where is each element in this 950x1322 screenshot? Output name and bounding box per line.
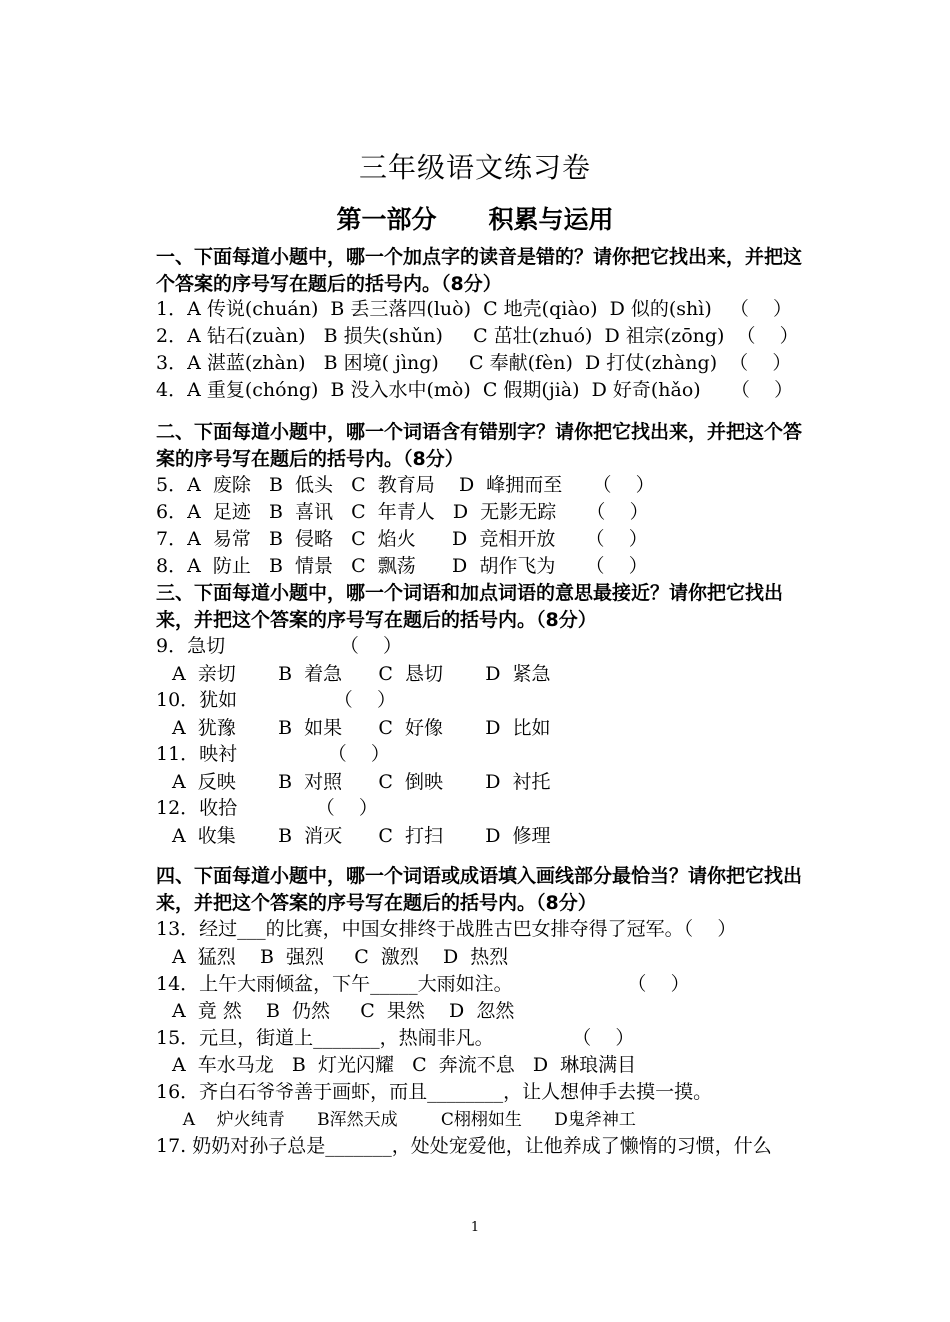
section-2-heading: 二、下面每道小题中，哪一个词语含有错别字？请你把它找出来，并把这个答案的序号写在题后的括号内。（8分） [156, 421, 803, 470]
section-3-heading: 三、下面每道小题中，哪一个词语和加点词语的意思最接近？请你把它找出来，并把这个答案的序号写在题后的括号内。（8分） [156, 582, 784, 631]
page-number: 1 [470, 1220, 480, 1235]
question-14-options: A 竟 然 B 仍然 C 果然 D 忽然 [172, 1000, 515, 1022]
question-11-options: A 反映 B 对照 C 倒映 D 衬托 [172, 771, 551, 793]
question-6: 6．A 足迹 B 喜讯 C 年青人 D 无影无踪 （ ） [156, 501, 649, 523]
question-9-options: A 亲切 B 着急 C 恳切 D 紧急 [172, 663, 551, 685]
question-13-options: A 猛烈 B 强烈 C 激烈 D 热烈 [172, 946, 509, 968]
question-1: 1．A 传说(chuán) B 丢三落四(luò) C 地壳(qiào) D 似的(shì) （ ） [156, 298, 793, 320]
question-9: 9．急切 （ ） [156, 635, 402, 657]
question-7: 7．A 易常 B 侵略 C 焰火 D 竞相开放 （ ） [156, 528, 648, 550]
question-2: 2．A 钻石(zuàn) B 损失(shǔn) C 茁壮(zhuó) D 祖宗(zōng) （ ） [156, 325, 799, 347]
question-4: 4．A 重复(chóng) B 没入水中(mò) C 假期(jià) D 好奇(hǎo) （ ） [156, 379, 794, 401]
question-12: 12．收拾 （ ） [156, 797, 378, 819]
question-10-options: A 犹豫 B 如果 C 好像 D 比如 [172, 717, 551, 739]
part-name: 第一部分 [336, 205, 437, 234]
part-topic: 积累与运用 [488, 205, 614, 234]
question-10: 10．犹如 （ ） [156, 689, 396, 711]
question-14: 14．上午大雨倾盆，下午_____大雨如注。 （ ） [156, 973, 690, 995]
part-heading [0, 200, 950, 236]
question-11: 11．映衬 （ ） [156, 743, 390, 765]
question-5: 5．A 废除 B 低头 C 教育局 D 峰拥而至 （ ） [156, 474, 655, 496]
question-15: 15．元旦，街道上_______，热闹非凡。 （ ） [156, 1027, 635, 1049]
question-16: 16．齐白石爷爷善于画虾，而且________，让人想伸手去摸一摸。 [156, 1081, 713, 1103]
question-16-options: A 炉火纯青 B浑然天成 C栩栩如生 D鬼斧神工 [172, 1110, 636, 1130]
section-4-heading: 四、下面每道小题中，哪一个词语或成语填入画线部分最恰当？请你把它找出来，并把这个答案的序号写在题后的括号内。（8分） [156, 865, 803, 914]
question-12-options: A 收集 B 消灭 C 打扫 D 修理 [172, 825, 551, 847]
section-1-heading: 一、下面每道小题中，哪一个加点字的读音是错的？请你把它找出来，并把这个答案的序号写在题后的括号内。（8分） [156, 246, 803, 295]
question-13: 13．经过___的比赛，中国女排终于战胜古巴女排夺得了冠军。（ ） [156, 918, 737, 940]
question-15-options: A 车水马龙 B 灯光闪耀 C 奔流不息 D 琳琅满目 [172, 1054, 637, 1076]
question-8: 8．A 防止 B 情景 C 飘荡 D 胡作飞为 （ ） [156, 555, 648, 577]
question-3: 3．A 湛蓝(zhàn) B 困境( jìng) C 奉献(fèn) D 打仗(zhàng) （ ） [156, 352, 792, 374]
question-17: 17. 奶奶对孙子总是_______，处处宠爱他，让他养成了懒惰的习惯，什么 [156, 1135, 772, 1157]
page-title: 三年级语文练习卷 [358, 151, 591, 184]
